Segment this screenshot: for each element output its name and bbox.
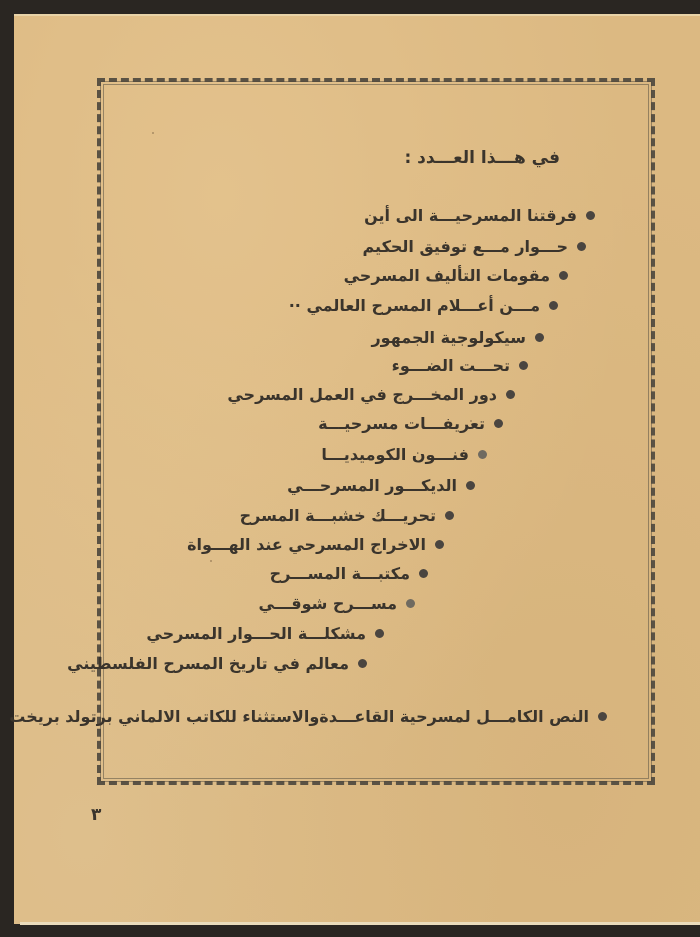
bullet-icon bbox=[478, 450, 487, 459]
toc-featured-title: النص الكامـــل لمسرحية القاعـــدةوالاستثناء للكاتب الالماني برتولد بريخت bbox=[9, 707, 589, 726]
bullet-icon bbox=[577, 242, 586, 251]
toc-item-title: تعريفـــات مسرحيـــة bbox=[318, 414, 485, 433]
toc-item bbox=[392, 356, 528, 375]
bullet-icon bbox=[435, 540, 444, 549]
bullet-icon bbox=[506, 390, 515, 399]
bullet-icon bbox=[375, 629, 384, 638]
toc-heading: في هـــذا العـــدد : bbox=[404, 148, 560, 168]
toc-item-title: مشكلـــة الحـــوار المسرحي bbox=[146, 624, 366, 643]
toc-item bbox=[67, 654, 367, 673]
bullet-icon bbox=[494, 419, 503, 428]
toc-item bbox=[287, 476, 475, 495]
toc-item-title: مســـرح شوقـــي bbox=[258, 594, 397, 613]
paper-speck bbox=[210, 560, 212, 562]
toc-item-title: فنـــون الكوميديـــا bbox=[321, 445, 469, 464]
toc-item bbox=[321, 445, 487, 464]
page-number: ٣ bbox=[91, 805, 102, 825]
bullet-icon bbox=[358, 659, 367, 668]
toc-item-title: معالم في تاريخ المسرح الفلسطيني bbox=[67, 654, 349, 673]
toc-item-title: فرقتنا المسرحيـــة الى أين bbox=[364, 206, 577, 225]
bullet-icon bbox=[549, 301, 558, 310]
toc-item-title: تحريـــك خشبـــة المسرح bbox=[239, 506, 436, 525]
bullet-icon bbox=[519, 361, 528, 370]
toc-featured-item bbox=[9, 707, 607, 726]
paper-edge bbox=[20, 922, 700, 925]
toc-item-title: الديكـــور المسرحـــي bbox=[287, 476, 457, 495]
bullet-icon bbox=[559, 271, 568, 280]
toc-item-title: مكتبـــة المســـرح bbox=[269, 564, 410, 583]
toc-item bbox=[289, 296, 558, 315]
toc-item-title: سيكولوجية الجمهور bbox=[371, 328, 526, 347]
toc-item-title: مقومات التأليف المسرحي bbox=[343, 266, 550, 285]
toc-item bbox=[227, 385, 515, 404]
toc-item bbox=[363, 237, 587, 256]
toc-item-title: الاخراج المسرحي عند الهـــواة bbox=[187, 535, 426, 554]
toc-item bbox=[318, 414, 503, 433]
bullet-icon bbox=[586, 211, 595, 220]
toc-item bbox=[187, 535, 444, 554]
bullet-icon bbox=[406, 599, 415, 608]
bullet-icon bbox=[445, 511, 454, 520]
bullet-icon bbox=[419, 569, 428, 578]
bullet-icon bbox=[598, 712, 607, 721]
toc-item bbox=[240, 506, 454, 525]
toc-item bbox=[146, 624, 384, 643]
paper-speck bbox=[152, 132, 154, 134]
bullet-icon bbox=[466, 481, 475, 490]
toc-item bbox=[364, 206, 595, 225]
toc-item-title: حـــوار مـــع توفيق الحكيم bbox=[362, 237, 568, 256]
toc-item bbox=[259, 594, 415, 613]
toc-item-title: دور المخـــرج في العمل المسرحي bbox=[227, 385, 497, 404]
toc-item bbox=[270, 564, 428, 583]
toc-item-title: تحـــت الضـــوء bbox=[391, 356, 510, 375]
toc-item bbox=[371, 328, 544, 347]
toc-item bbox=[344, 266, 568, 285]
bullet-icon bbox=[535, 333, 544, 342]
toc-item-title: مـــن أعـــلام المسرح العالمي ·· bbox=[288, 296, 540, 315]
